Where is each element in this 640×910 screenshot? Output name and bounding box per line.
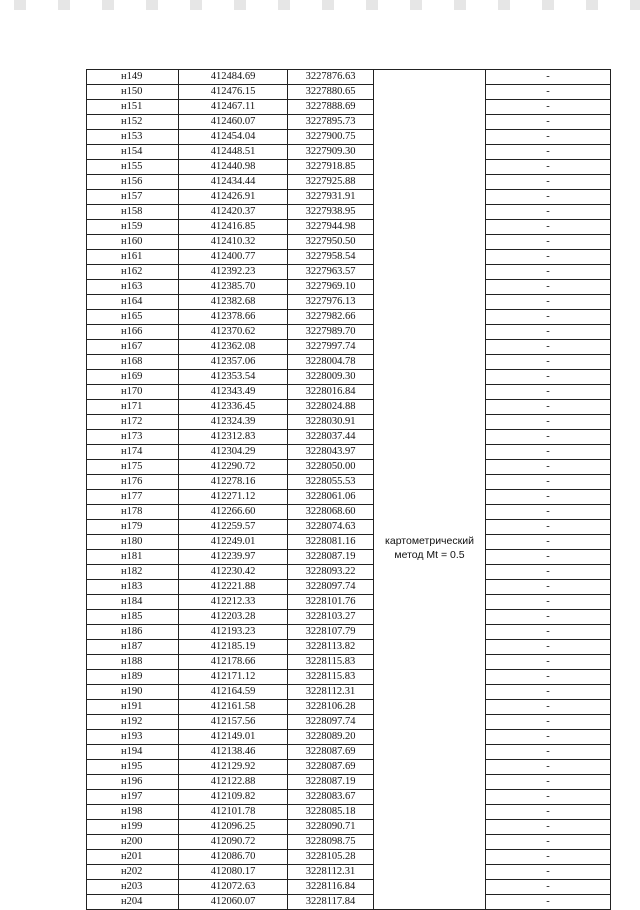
y-coordinate-cell: 3227925.88: [288, 175, 374, 190]
point-name-cell: н154: [87, 145, 179, 160]
y-coordinate-cell: 3228037.44: [288, 430, 374, 445]
y-coordinate-cell: 3228116.84: [288, 880, 374, 895]
x-coordinate-cell: 412410.32: [179, 235, 288, 250]
point-name-cell: н173: [87, 430, 179, 445]
point-name-cell: н183: [87, 580, 179, 595]
table-row: [87, 775, 611, 790]
table-row: [87, 310, 611, 325]
y-coordinate-cell: 3228112.31: [288, 685, 374, 700]
y-coordinate-cell: 3228097.74: [288, 715, 374, 730]
y-coordinate-cell: 3227909.30: [288, 145, 374, 160]
y-coordinate-cell: 3228107.79: [288, 625, 374, 640]
x-coordinate-cell: 412454.04: [179, 130, 288, 145]
table-row: [87, 505, 611, 520]
point-name-cell: н181: [87, 550, 179, 565]
point-name-cell: н174: [87, 445, 179, 460]
accuracy-dash-cell: -: [486, 715, 611, 730]
accuracy-dash-cell: -: [486, 625, 611, 640]
table-row: [87, 340, 611, 355]
y-coordinate-cell: 3228087.69: [288, 745, 374, 760]
table-row: [87, 475, 611, 490]
table-row: [87, 145, 611, 160]
point-name-cell: н160: [87, 235, 179, 250]
point-name-cell: н202: [87, 865, 179, 880]
table-row: [87, 100, 611, 115]
point-name-cell: н182: [87, 565, 179, 580]
x-coordinate-cell: 412440.98: [179, 160, 288, 175]
y-coordinate-cell: 3228090.71: [288, 820, 374, 835]
point-name-cell: н167: [87, 340, 179, 355]
point-name-cell: н176: [87, 475, 179, 490]
table-row: [87, 595, 611, 610]
point-name-cell: н197: [87, 790, 179, 805]
table-row: [87, 760, 611, 775]
y-coordinate-cell: 3228074.63: [288, 520, 374, 535]
point-name-cell: н149: [87, 70, 179, 85]
table-row: [87, 160, 611, 175]
accuracy-dash-cell: -: [486, 160, 611, 175]
accuracy-dash-cell: -: [486, 895, 611, 910]
table-row: [87, 385, 611, 400]
accuracy-dash-cell: -: [486, 610, 611, 625]
accuracy-dash-cell: -: [486, 400, 611, 415]
y-coordinate-cell: 3228055.53: [288, 475, 374, 490]
point-name-cell: н191: [87, 700, 179, 715]
point-name-cell: н193: [87, 730, 179, 745]
point-name-cell: н187: [87, 640, 179, 655]
x-coordinate-cell: 412109.82: [179, 790, 288, 805]
accuracy-dash-cell: -: [486, 310, 611, 325]
x-coordinate-cell: 412178.66: [179, 655, 288, 670]
x-coordinate-cell: 412161.58: [179, 700, 288, 715]
x-coordinate-cell: 412193.23: [179, 625, 288, 640]
y-coordinate-cell: 3227969.10: [288, 280, 374, 295]
table-row: [87, 820, 611, 835]
accuracy-dash-cell: -: [486, 730, 611, 745]
point-name-cell: н178: [87, 505, 179, 520]
accuracy-dash-cell: -: [486, 820, 611, 835]
x-coordinate-cell: 412484.69: [179, 70, 288, 85]
accuracy-dash-cell: -: [486, 775, 611, 790]
point-name-cell: н188: [87, 655, 179, 670]
accuracy-dash-cell: -: [486, 445, 611, 460]
point-name-cell: н194: [87, 745, 179, 760]
table-row: [87, 640, 611, 655]
accuracy-dash-cell: -: [486, 700, 611, 715]
point-name-cell: н152: [87, 115, 179, 130]
accuracy-dash-cell: -: [486, 865, 611, 880]
y-coordinate-cell: 3228083.67: [288, 790, 374, 805]
y-coordinate-cell: 3227976.13: [288, 295, 374, 310]
x-coordinate-cell: 412185.19: [179, 640, 288, 655]
x-coordinate-cell: 412385.70: [179, 280, 288, 295]
table-row: [87, 295, 611, 310]
y-coordinate-cell: 3228016.84: [288, 385, 374, 400]
accuracy-dash-cell: -: [486, 565, 611, 580]
accuracy-dash-cell: -: [486, 130, 611, 145]
y-coordinate-cell: 3227958.54: [288, 250, 374, 265]
table-row: [87, 895, 611, 910]
y-coordinate-cell: 3228101.76: [288, 595, 374, 610]
accuracy-dash-cell: -: [486, 100, 611, 115]
x-coordinate-cell: 412164.59: [179, 685, 288, 700]
point-name-cell: н195: [87, 760, 179, 775]
x-coordinate-cell: 412138.46: [179, 745, 288, 760]
y-coordinate-cell: 3228089.20: [288, 730, 374, 745]
y-coordinate-cell: 3228112.31: [288, 865, 374, 880]
accuracy-dash-cell: -: [486, 145, 611, 160]
table-row: [87, 715, 611, 730]
point-name-cell: н186: [87, 625, 179, 640]
accuracy-dash-cell: -: [486, 670, 611, 685]
table-row: [87, 745, 611, 760]
table-row: [87, 490, 611, 505]
y-coordinate-cell: 3227989.70: [288, 325, 374, 340]
y-coordinate-cell: 3227938.95: [288, 205, 374, 220]
y-coordinate-cell: 3227963.57: [288, 265, 374, 280]
coordinates-sheet: [86, 69, 610, 907]
x-coordinate-cell: 412382.68: [179, 295, 288, 310]
accuracy-dash-cell: -: [486, 805, 611, 820]
x-coordinate-cell: 412357.06: [179, 355, 288, 370]
y-coordinate-cell: 3227982.66: [288, 310, 374, 325]
table-row: [87, 520, 611, 535]
point-name-cell: н198: [87, 805, 179, 820]
point-name-cell: н171: [87, 400, 179, 415]
accuracy-dash-cell: -: [486, 535, 611, 550]
y-coordinate-cell: 3228098.75: [288, 835, 374, 850]
y-coordinate-cell: 3227997.74: [288, 340, 374, 355]
table-row: [87, 280, 611, 295]
x-coordinate-cell: 412221.88: [179, 580, 288, 595]
x-coordinate-cell: 412336.45: [179, 400, 288, 415]
table-row: [87, 550, 611, 565]
accuracy-dash-cell: -: [486, 685, 611, 700]
table-row: [87, 430, 611, 445]
x-coordinate-cell: 412203.28: [179, 610, 288, 625]
y-coordinate-cell: 3228113.82: [288, 640, 374, 655]
y-coordinate-cell: 3227944.98: [288, 220, 374, 235]
accuracy-dash-cell: -: [486, 70, 611, 85]
method-line-2: метод Mt = 0.5: [394, 548, 465, 561]
scan-edge-artifact: [0, 0, 640, 10]
accuracy-dash-cell: -: [486, 490, 611, 505]
point-name-cell: н165: [87, 310, 179, 325]
point-name-cell: н190: [87, 685, 179, 700]
table-row: [87, 115, 611, 130]
table-row: [87, 130, 611, 145]
coordinates-table-body: [87, 70, 611, 910]
table-row: [87, 190, 611, 205]
point-name-cell: н151: [87, 100, 179, 115]
y-coordinate-cell: 3228106.28: [288, 700, 374, 715]
table-row: [87, 265, 611, 280]
x-coordinate-cell: 412239.97: [179, 550, 288, 565]
y-coordinate-cell: 3228024.88: [288, 400, 374, 415]
accuracy-dash-cell: -: [486, 325, 611, 340]
accuracy-dash-cell: -: [486, 760, 611, 775]
table-row: [87, 700, 611, 715]
accuracy-dash-cell: -: [486, 550, 611, 565]
point-name-cell: н180: [87, 535, 179, 550]
accuracy-dash-cell: -: [486, 505, 611, 520]
y-coordinate-cell: 3227895.73: [288, 115, 374, 130]
x-coordinate-cell: 412096.25: [179, 820, 288, 835]
table-row: [87, 730, 611, 745]
x-coordinate-cell: 412149.01: [179, 730, 288, 745]
point-name-cell: н199: [87, 820, 179, 835]
y-coordinate-cell: 3228081.16: [288, 535, 374, 550]
accuracy-dash-cell: -: [486, 280, 611, 295]
table-row: [87, 370, 611, 385]
accuracy-dash-cell: -: [486, 415, 611, 430]
accuracy-dash-cell: -: [486, 640, 611, 655]
y-coordinate-cell: 3227918.85: [288, 160, 374, 175]
point-name-cell: н157: [87, 190, 179, 205]
y-coordinate-cell: 3228087.19: [288, 775, 374, 790]
x-coordinate-cell: 412086.70: [179, 850, 288, 865]
accuracy-dash-cell: -: [486, 475, 611, 490]
point-name-cell: н201: [87, 850, 179, 865]
x-coordinate-cell: 412420.37: [179, 205, 288, 220]
table-row: [87, 610, 611, 625]
table-row: [87, 535, 611, 550]
x-coordinate-cell: 412378.66: [179, 310, 288, 325]
table-row: [87, 400, 611, 415]
y-coordinate-cell: 3228087.69: [288, 760, 374, 775]
table-row: [87, 685, 611, 700]
x-coordinate-cell: 412416.85: [179, 220, 288, 235]
x-coordinate-cell: 412212.33: [179, 595, 288, 610]
point-name-cell: н192: [87, 715, 179, 730]
y-coordinate-cell: 3228004.78: [288, 355, 374, 370]
accuracy-dash-cell: -: [486, 850, 611, 865]
x-coordinate-cell: 412249.01: [179, 535, 288, 550]
accuracy-dash-cell: -: [486, 265, 611, 280]
y-coordinate-cell: 3228061.06: [288, 490, 374, 505]
y-coordinate-cell: 3228043.97: [288, 445, 374, 460]
y-coordinate-cell: 3228050.00: [288, 460, 374, 475]
accuracy-dash-cell: -: [486, 85, 611, 100]
table-row: [87, 70, 611, 85]
x-coordinate-cell: 412370.62: [179, 325, 288, 340]
y-coordinate-cell: 3228068.60: [288, 505, 374, 520]
accuracy-dash-cell: -: [486, 205, 611, 220]
method-line-1: картометрический: [385, 534, 474, 547]
x-coordinate-cell: 412122.88: [179, 775, 288, 790]
accuracy-dash-cell: -: [486, 745, 611, 760]
accuracy-dash-cell: -: [486, 115, 611, 130]
table-row: [87, 205, 611, 220]
accuracy-dash-cell: -: [486, 175, 611, 190]
accuracy-dash-cell: -: [486, 460, 611, 475]
accuracy-dash-cell: -: [486, 235, 611, 250]
x-coordinate-cell: 412259.57: [179, 520, 288, 535]
accuracy-dash-cell: -: [486, 520, 611, 535]
coordinates-table: [86, 69, 611, 910]
x-coordinate-cell: 412271.12: [179, 490, 288, 505]
x-coordinate-cell: 412304.29: [179, 445, 288, 460]
y-coordinate-cell: 3227880.65: [288, 85, 374, 100]
point-name-cell: н175: [87, 460, 179, 475]
x-coordinate-cell: 412353.54: [179, 370, 288, 385]
x-coordinate-cell: 412230.42: [179, 565, 288, 580]
accuracy-dash-cell: -: [486, 790, 611, 805]
y-coordinate-cell: 3228030.91: [288, 415, 374, 430]
point-name-cell: н172: [87, 415, 179, 430]
accuracy-dash-cell: -: [486, 595, 611, 610]
table-row: [87, 625, 611, 640]
x-coordinate-cell: 412448.51: [179, 145, 288, 160]
x-coordinate-cell: 412392.23: [179, 265, 288, 280]
point-name-cell: н168: [87, 355, 179, 370]
point-name-cell: н185: [87, 610, 179, 625]
accuracy-dash-cell: -: [486, 580, 611, 595]
x-coordinate-cell: 412434.44: [179, 175, 288, 190]
x-coordinate-cell: 412460.07: [179, 115, 288, 130]
y-coordinate-cell: 3227888.69: [288, 100, 374, 115]
y-coordinate-cell: 3228115.83: [288, 655, 374, 670]
table-row: [87, 655, 611, 670]
table-row: [87, 235, 611, 250]
y-coordinate-cell: 3228115.83: [288, 670, 374, 685]
method-cell: [374, 70, 486, 910]
x-coordinate-cell: 412278.16: [179, 475, 288, 490]
point-name-cell: н156: [87, 175, 179, 190]
x-coordinate-cell: 412362.08: [179, 340, 288, 355]
point-name-cell: н170: [87, 385, 179, 400]
accuracy-dash-cell: -: [486, 220, 611, 235]
x-coordinate-cell: 412090.72: [179, 835, 288, 850]
point-name-cell: н166: [87, 325, 179, 340]
point-name-cell: н196: [87, 775, 179, 790]
table-row: [87, 445, 611, 460]
point-name-cell: н177: [87, 490, 179, 505]
y-coordinate-cell: 3228105.28: [288, 850, 374, 865]
x-coordinate-cell: 412266.60: [179, 505, 288, 520]
accuracy-dash-cell: -: [486, 370, 611, 385]
x-coordinate-cell: 412072.63: [179, 880, 288, 895]
accuracy-dash-cell: -: [486, 385, 611, 400]
table-row: [87, 175, 611, 190]
x-coordinate-cell: 412400.77: [179, 250, 288, 265]
y-coordinate-cell: 3228097.74: [288, 580, 374, 595]
table-row: [87, 415, 611, 430]
accuracy-dash-cell: -: [486, 250, 611, 265]
y-coordinate-cell: 3227876.63: [288, 70, 374, 85]
table-row: [87, 85, 611, 100]
table-row: [87, 325, 611, 340]
point-name-cell: н200: [87, 835, 179, 850]
point-name-cell: н204: [87, 895, 179, 910]
table-row: [87, 250, 611, 265]
point-name-cell: н153: [87, 130, 179, 145]
x-coordinate-cell: 412343.49: [179, 385, 288, 400]
table-row: [87, 790, 611, 805]
point-name-cell: н169: [87, 370, 179, 385]
point-name-cell: н184: [87, 595, 179, 610]
point-name-cell: н179: [87, 520, 179, 535]
x-coordinate-cell: 412467.11: [179, 100, 288, 115]
point-name-cell: н150: [87, 85, 179, 100]
point-name-cell: н155: [87, 160, 179, 175]
accuracy-dash-cell: -: [486, 355, 611, 370]
point-name-cell: н158: [87, 205, 179, 220]
accuracy-dash-cell: -: [486, 880, 611, 895]
x-coordinate-cell: 412080.17: [179, 865, 288, 880]
table-row: [87, 565, 611, 580]
x-coordinate-cell: 412157.56: [179, 715, 288, 730]
table-row: [87, 580, 611, 595]
table-row: [87, 355, 611, 370]
y-coordinate-cell: 3227950.50: [288, 235, 374, 250]
y-coordinate-cell: 3228009.30: [288, 370, 374, 385]
accuracy-dash-cell: -: [486, 190, 611, 205]
x-coordinate-cell: 412171.12: [179, 670, 288, 685]
point-name-cell: н161: [87, 250, 179, 265]
accuracy-dash-cell: -: [486, 655, 611, 670]
table-row: [87, 835, 611, 850]
point-name-cell: н159: [87, 220, 179, 235]
table-row: [87, 670, 611, 685]
y-coordinate-cell: 3228103.27: [288, 610, 374, 625]
y-coordinate-cell: 3228117.84: [288, 895, 374, 910]
accuracy-dash-cell: -: [486, 835, 611, 850]
y-coordinate-cell: 3228085.18: [288, 805, 374, 820]
y-coordinate-cell: 3228093.22: [288, 565, 374, 580]
table-row: [87, 880, 611, 895]
table-row: [87, 865, 611, 880]
x-coordinate-cell: 412101.78: [179, 805, 288, 820]
accuracy-dash-cell: -: [486, 430, 611, 445]
table-row: [87, 850, 611, 865]
x-coordinate-cell: 412312.83: [179, 430, 288, 445]
point-name-cell: н162: [87, 265, 179, 280]
x-coordinate-cell: 412476.15: [179, 85, 288, 100]
x-coordinate-cell: 412060.07: [179, 895, 288, 910]
table-row: [87, 805, 611, 820]
x-coordinate-cell: 412426.91: [179, 190, 288, 205]
accuracy-dash-cell: -: [486, 295, 611, 310]
y-coordinate-cell: 3227900.75: [288, 130, 374, 145]
point-name-cell: н203: [87, 880, 179, 895]
accuracy-dash-cell: -: [486, 340, 611, 355]
x-coordinate-cell: 412129.92: [179, 760, 288, 775]
table-row: [87, 460, 611, 475]
point-name-cell: н189: [87, 670, 179, 685]
table-row: [87, 220, 611, 235]
x-coordinate-cell: 412290.72: [179, 460, 288, 475]
point-name-cell: н163: [87, 280, 179, 295]
y-coordinate-cell: 3228087.19: [288, 550, 374, 565]
point-name-cell: н164: [87, 295, 179, 310]
y-coordinate-cell: 3227931.91: [288, 190, 374, 205]
x-coordinate-cell: 412324.39: [179, 415, 288, 430]
